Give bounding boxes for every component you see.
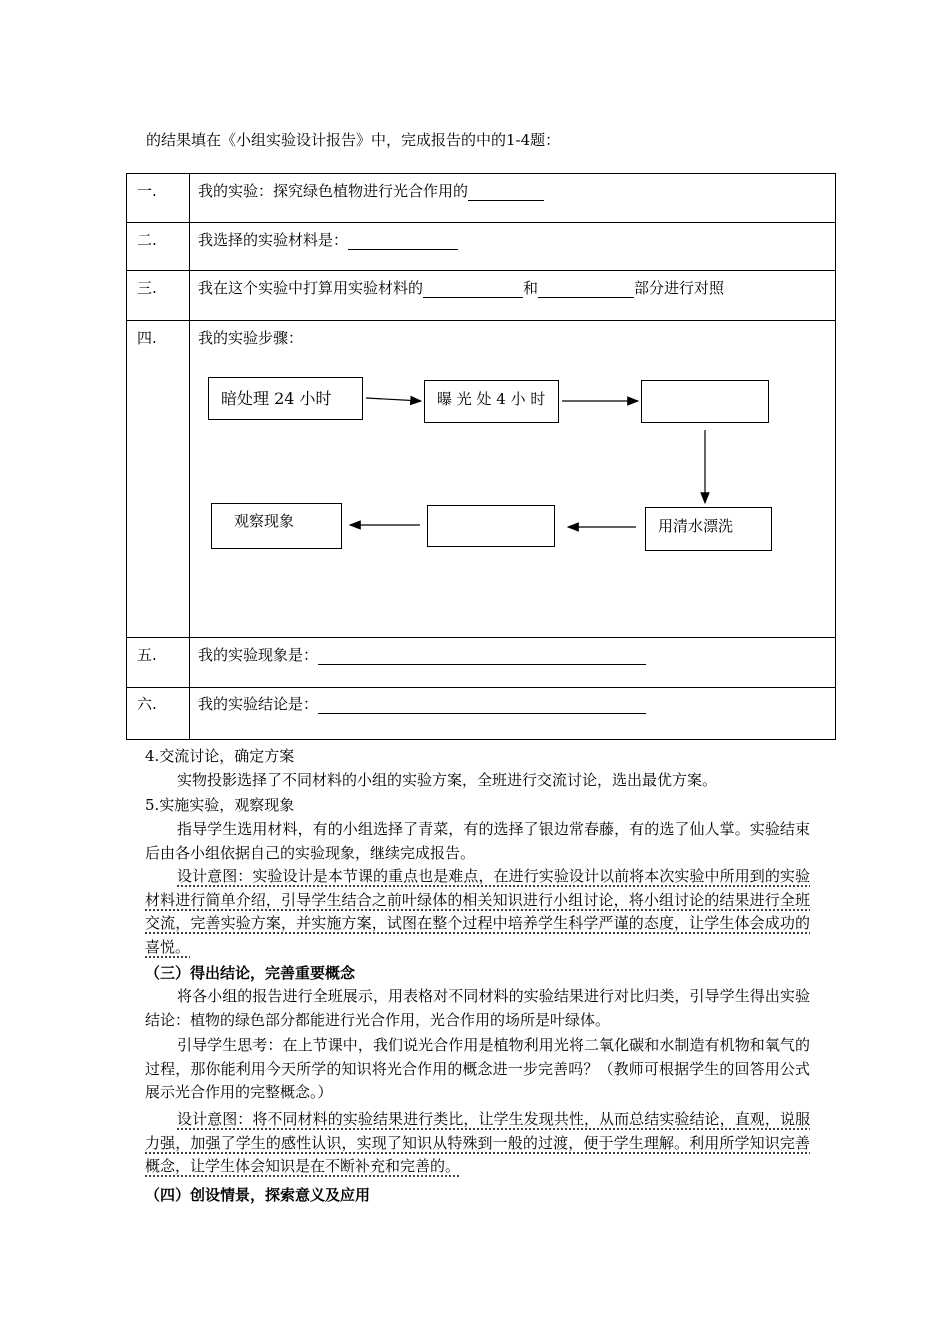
row-number: 三.	[137, 279, 157, 297]
section-three-heading: （三）得出结论，完善重要概念	[145, 964, 356, 982]
flow-step-label: 曝 光 处 4 小 时	[437, 390, 546, 408]
row-5-text	[198, 644, 646, 665]
section-5-body: 指导学生选用材料，有的小组选择了青菜，有的选择了银边常春藤，有的选了仙人掌。实验结束后由各小组依据自己的实验现象，继续完成报告。	[145, 820, 810, 862]
section-three-para-1: 将各小组的报告进行全班展示，用表格对不同材料的实验结果进行对比归类，引导学生得出实验结论：植物的绿色部分都能进行光合作用，光合作用的场所是叶绿体。	[145, 987, 810, 1029]
flow-step-label: 用清水漂洗	[658, 517, 734, 535]
row-3-label-c: 部分进行对照	[634, 279, 725, 297]
section-5-design-intent: 设计意图：实验设计是本节课的重点也是难点，在进行实验设计以前将本次实验中所用到的实验材料进行简单介绍，引导学生结合之前叶绿体的相关知识进行小组讨论，将小组讨论的结果进行全班交流，完善实验方案，并实施方案，试图在整个过程中培养学生科学严谨的态度，让学生体会成功的喜悦。	[145, 867, 810, 956]
flow-step-label: 暗处理 24 小时	[221, 389, 332, 408]
row-number: 二.	[137, 231, 157, 249]
section-four-heading: （四）创设情景，探索意义及应用	[145, 1186, 371, 1204]
section-4-title: 4.交流讨论，确定方案	[145, 747, 295, 765]
answer-blank[interactable]	[318, 699, 646, 714]
row-number: 四.	[137, 329, 157, 347]
flow-step-label: 观察现象	[234, 512, 295, 530]
section-three-design-intent: 设计意图：将不同材料的实验结果进行类比，让学生发现共性，从而总结实验结论，直观，说服力强，加强了学生的感性认识，实现了知识从特殊到一般的过渡，便于学生理解。利用所学知识完善概念，让学生体会知识是在不断补充和完善的。	[145, 1110, 810, 1175]
row-number: 一.	[137, 182, 157, 200]
row-3-label-b: 和	[523, 279, 539, 297]
flow-arrow-right	[366, 398, 421, 401]
row-6-label: 我的实验结论是：	[198, 695, 319, 713]
section-5-title: 5.实施实验，观察现象	[145, 796, 295, 814]
section-three-para-2: 引导学生思考：在上节课中，我们说光合作用是植物利用光将二氧化碳和水制造有机物和氧气的过程，那你能利用今天所学的知识将光合作用的概念进一步完善吗？（教师可根据学生的回答用公式展示光合作用的完整概念。）	[145, 1036, 810, 1101]
row-number: 六.	[137, 695, 157, 713]
section-4-body: 实物投影选择了不同材料的小组的实验方案，全班进行交流讨论，选出最优方案。	[177, 771, 718, 789]
answer-blank[interactable]	[318, 650, 646, 665]
row-2-label: 我选择的实验材料是：	[198, 231, 349, 249]
row-5-label: 我的实验现象是：	[198, 646, 319, 664]
row-number: 五.	[137, 646, 157, 664]
row-3-label-a: 我在这个实验中打算用实验材料的	[198, 279, 424, 297]
row-4-text: 我的实验步骤：	[198, 329, 304, 347]
intro-line: 的结果填在《小组实验设计报告》中，完成报告的中的1-4题：	[146, 131, 561, 149]
row-1-label: 我的实验：探究绿色植物进行光合作用的	[198, 182, 469, 200]
row-6-text	[198, 693, 646, 714]
